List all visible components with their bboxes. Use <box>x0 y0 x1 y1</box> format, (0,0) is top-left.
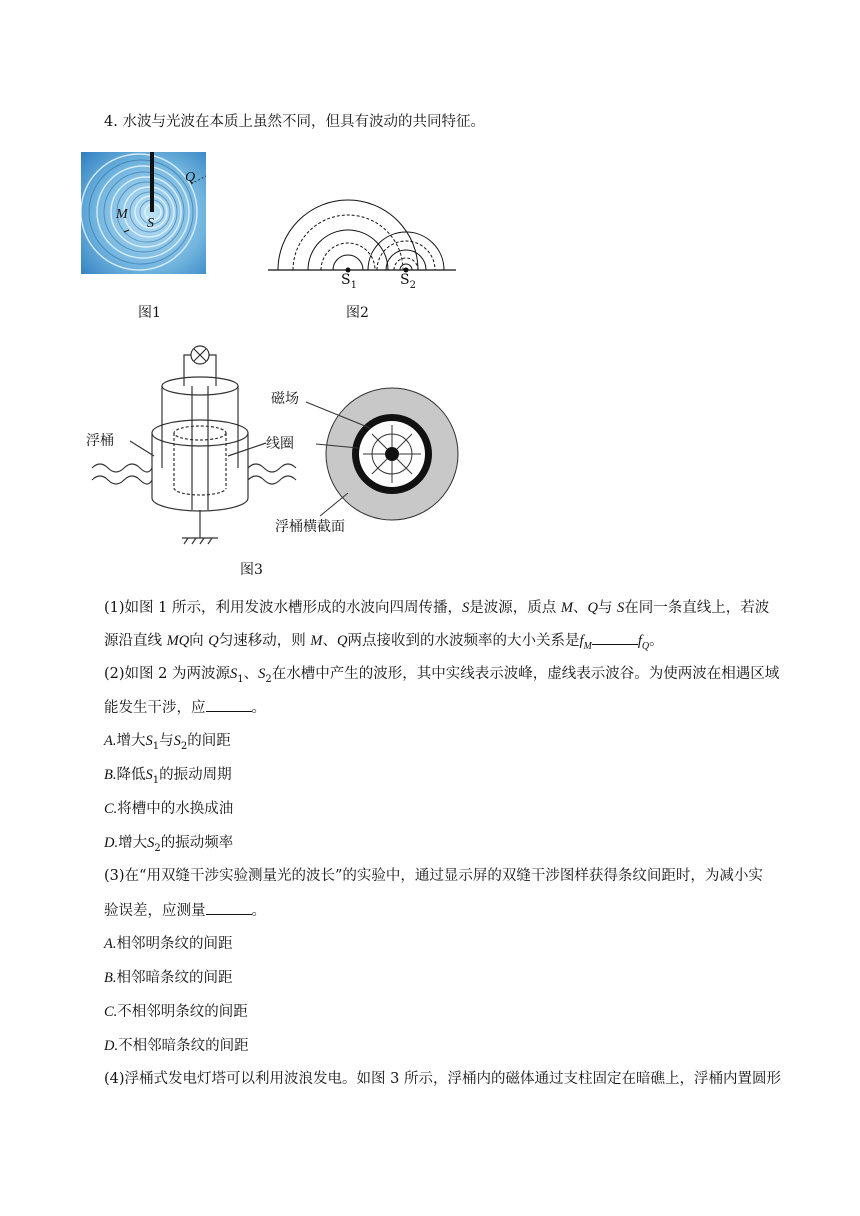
fig1-label-m: M <box>116 207 128 222</box>
part3-line1: (3)在“用双缝干涉实验测量光的波长”的实验中，通过显示屏的双缝干涉图样获得条纹间距时，为减小实 <box>104 868 763 884</box>
fig3-label-magnet: 磁场 <box>271 391 299 407</box>
part2-option-b: B.降低$S_1$的振动周期 <box>104 767 232 786</box>
part2-line1: (2)如图 2 为两波源$S_1$、$S_2$在水槽中产生的波形，其中实线表示波峰，虚线表示波谷。为使两波在相遇区域 <box>104 666 780 685</box>
part2-option-c: C.将槽中的水换成油 <box>104 801 234 817</box>
fig3-label-coil: 线圈 <box>266 436 294 452</box>
question-intro: 4. 水波与光波在本质上虽然不同，但具有波动的共同特征。 <box>104 114 485 130</box>
answer-blank-1[interactable] <box>592 630 638 645</box>
fig1-label-q: Q <box>185 170 196 185</box>
answer-blank-3[interactable] <box>206 900 252 915</box>
part3-option-b: B.相邻暗条纹的间距 <box>104 970 233 986</box>
fig2-label-s2: $S_2$ <box>400 272 416 291</box>
part3-line2: 验误差，应测量 。 <box>104 900 266 921</box>
answer-blank-2[interactable] <box>206 697 252 712</box>
fig1-label-s: S <box>147 216 154 231</box>
part3-option-a: A.相邻明条纹的间距 <box>104 936 233 952</box>
fig1-caption: 图1 <box>138 305 161 321</box>
part2-option-a: A.增大$S_1$与$S_2$的间距 <box>104 733 231 752</box>
part1-line1: (1)如图 1 所示，利用发波水槽形成的水波向四周传播，S是波源，质点 M、Q与 S在同一条直线上，若波 <box>104 600 770 616</box>
fig3-label-float: 浮桶 <box>86 433 114 449</box>
figure-3-buoy-generator <box>82 338 466 578</box>
fig2-label-s1: $S_1$ <box>341 272 357 291</box>
figure-2-two-sources <box>268 190 456 290</box>
part1-line2: 源沿直线 MQ向 Q匀速移动，则 M、Q两点接收到的水波频率的大小关系是$f_M$ $f_Q$。 <box>104 630 664 657</box>
part4-line1: (4)浮桶式发电灯塔可以利用波浪发电。如图 3 所示，浮桶内的磁体通过支柱固定在暗礁上，浮桶内置圆形 <box>104 1071 781 1087</box>
part2-line2: 能发生干涉，应 。 <box>104 697 266 718</box>
fig2-caption: 图2 <box>346 305 369 321</box>
part2-option-d: D.增大$S_2$的振动频率 <box>104 835 234 854</box>
part3-option-d: D.不相邻暗条纹的间距 <box>104 1038 249 1054</box>
fig3-label-section: 浮桶横截面 <box>275 519 345 535</box>
part3-option-c: C.不相邻明条纹的间距 <box>104 1004 248 1020</box>
fig3-caption: 图3 <box>240 562 263 578</box>
